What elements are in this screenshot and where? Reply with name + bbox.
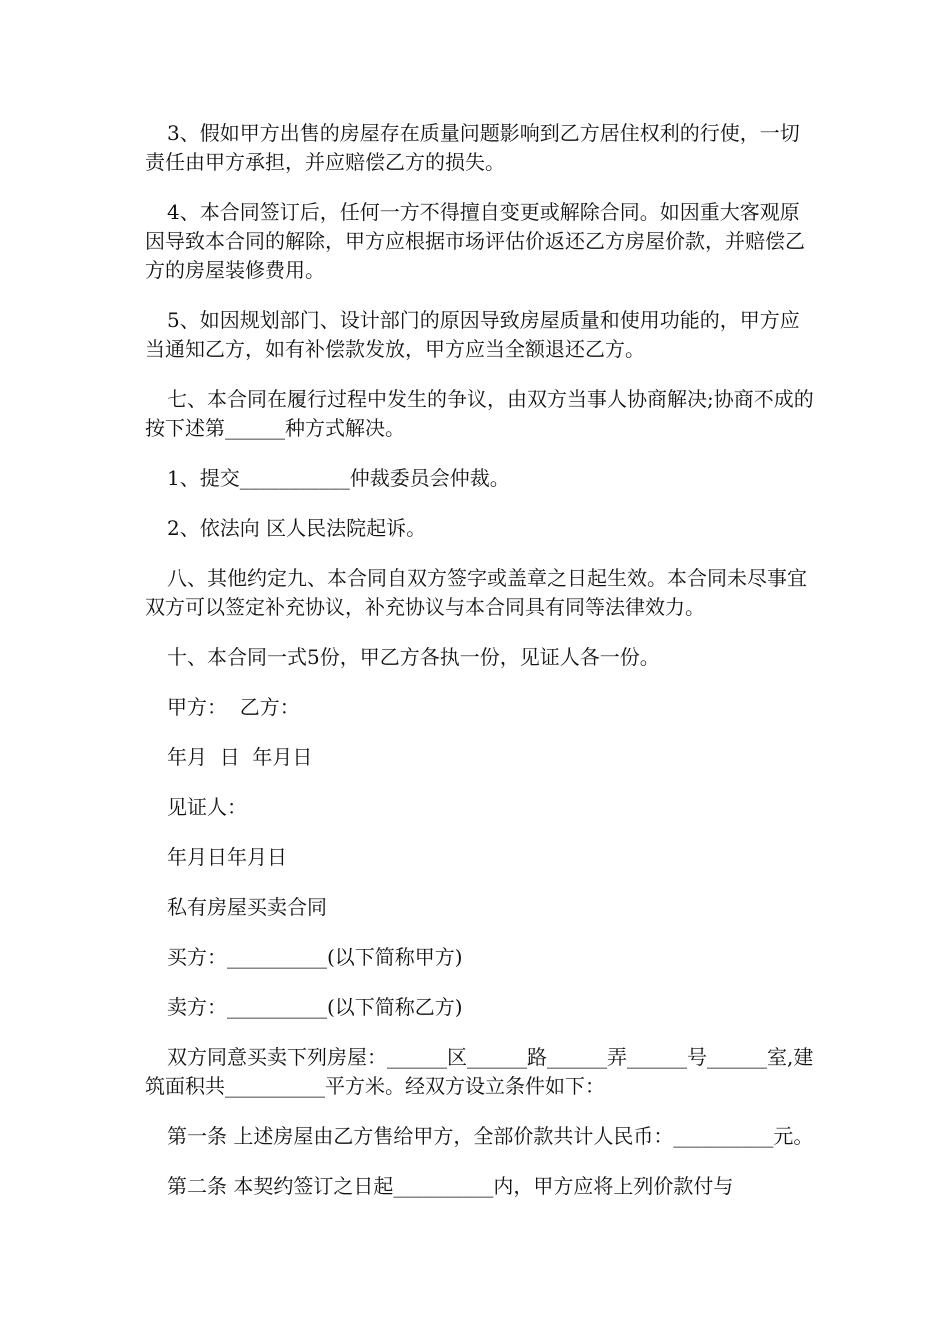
clause-5-planning-compensation: 5、如因规划部门、设计部门的原因导致房屋质量和使用功能的，甲方应当通知乙方，如有补偿款发放，甲方应当全额退还乙方。 xyxy=(145,308,800,361)
option-2-court: 2、依法向 区人民法院起诉。 xyxy=(167,516,427,540)
document-body xyxy=(145,119,815,1222)
article-7-dispute-resolution: 七、本合同在履行过程中发生的争议，由双方当事人协商解决;协商不成的按下述第______种方式解决。 xyxy=(145,387,814,440)
party-signatures: 甲方： 乙方： xyxy=(167,695,300,719)
article-1-price: 第一条 上述房屋由乙方售给甲方，全部价款共计人民币：__________元。 xyxy=(167,1124,814,1148)
article-2-payment: 第二条 本契约签订之日起__________内，甲方应将上列价款付与 xyxy=(167,1174,734,1198)
witness-dates: 年月日年月日 xyxy=(167,845,287,869)
article-8-9-other-terms: 八、其他约定九、本合同自双方签字或盖章之日起生效。本合同未尽事宜双方可以签定补充协议，补充协议与本合同具有同等法律效力。 xyxy=(145,566,807,619)
option-1-arbitration: 1、提交___________仲裁委员会仲裁。 xyxy=(167,466,510,490)
party-sign-dates: 年月 日 年月日 xyxy=(167,745,313,769)
clause-4-no-unilateral-change: 4、本合同签订后，任何一方不得擅自变更或解除合同。如因重大客观原因导致本合同的解除，甲方应根据市场评估价返还乙方房屋价款，并赔偿乙方的房屋装修费用。 xyxy=(145,200,805,282)
property-description: 双方同意买卖下列房屋：______区______路______弄______号______室,建筑面积共__________平方米。经双方设立条件如下： xyxy=(145,1045,814,1098)
witness-label: 见证人： xyxy=(167,795,247,819)
buyer-line: 买方：__________(以下简称甲方) xyxy=(167,945,463,969)
clause-3-quality-liability: 3、假如甲方出售的房屋存在质量问题影响到乙方居住权利的行使，一切责任由甲方承担，并应赔偿乙方的损失。 xyxy=(145,121,800,174)
seller-line: 卖方：__________(以下简称乙方) xyxy=(167,995,463,1019)
contract-title: 私有房屋买卖合同 xyxy=(167,895,327,919)
article-10-copies: 十、本合同一式5份，甲乙方各执一份，见证人各一份。 xyxy=(167,645,660,669)
